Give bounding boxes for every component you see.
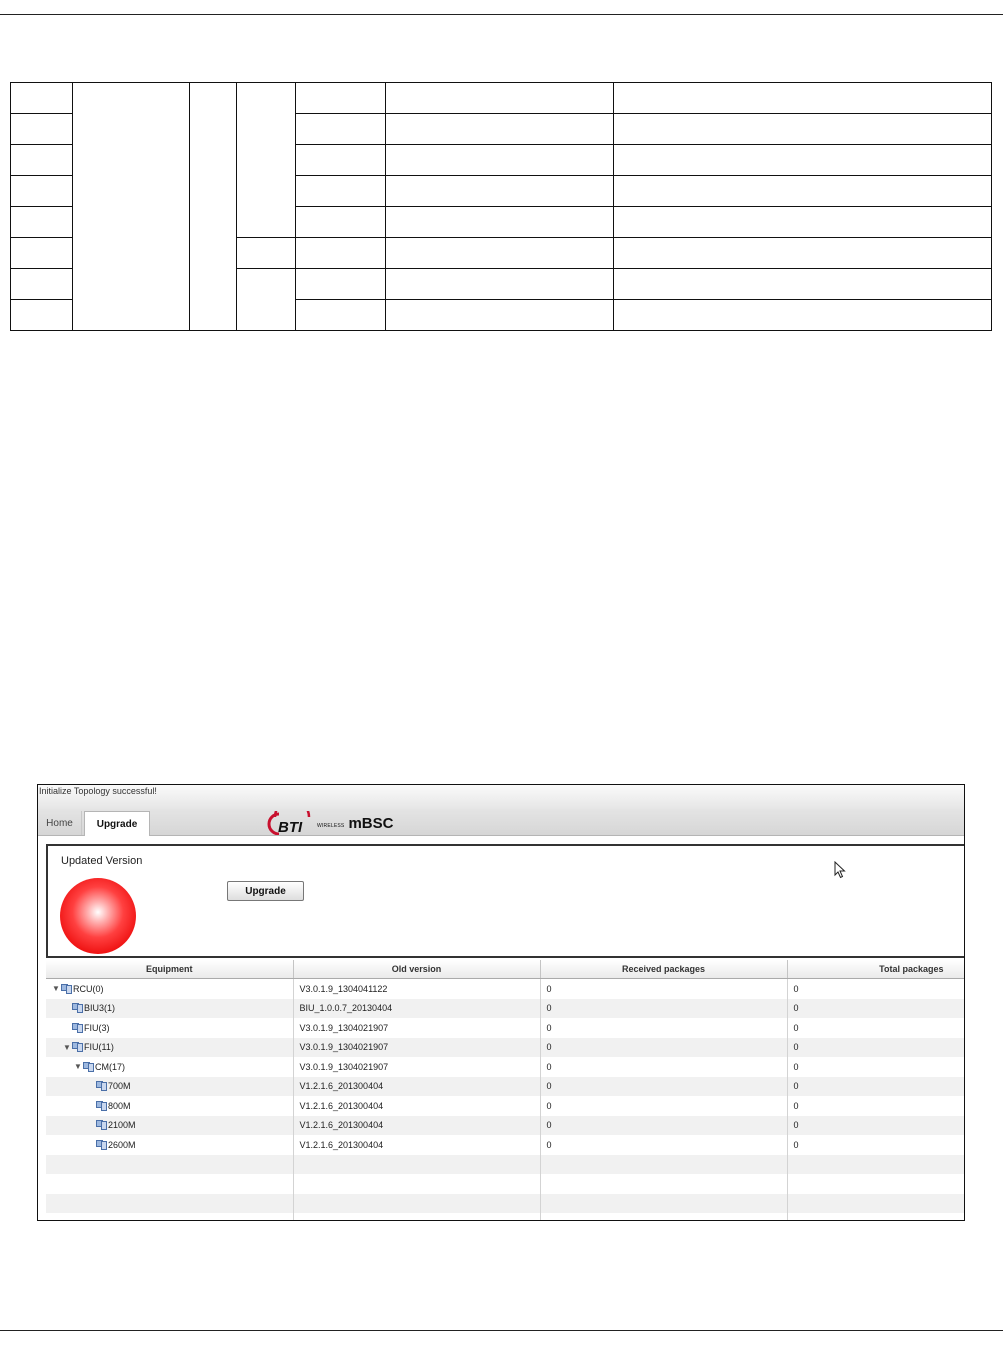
empty-row	[46, 1174, 964, 1194]
equipment-name: 2600M	[108, 1139, 136, 1150]
received-cell: 0	[540, 979, 787, 999]
table-row[interactable]	[46, 1038, 964, 1058]
column-header-old-version[interactable]: Old version	[293, 960, 540, 979]
status-bar	[38, 785, 964, 809]
total-cell: 0	[787, 1135, 964, 1155]
received-cell: 0	[540, 999, 787, 1019]
panel-title: Updated Version	[61, 855, 143, 867]
column-header-received[interactable]: Received packages	[540, 960, 787, 979]
computer-icon	[96, 1120, 107, 1130]
received-cell: 0	[540, 1018, 787, 1038]
table-row[interactable]	[46, 1096, 964, 1116]
equipment-name: RCU(0)	[73, 983, 104, 994]
old-version-cell: V1.2.1.6_201300404	[293, 1096, 540, 1116]
total-cell: 0	[787, 999, 964, 1019]
old-version-cell: BIU_1.0.0.7_20130404	[293, 999, 540, 1019]
computer-icon	[96, 1101, 107, 1111]
total-cell: 0	[787, 979, 964, 999]
equipment-name: FIU(11)	[84, 1042, 114, 1053]
mouse-cursor-icon	[834, 861, 846, 879]
brand-logo	[265, 809, 393, 835]
table-row[interactable]	[46, 979, 964, 999]
equipment-name: CM(17)	[95, 1061, 126, 1072]
computer-icon	[83, 1062, 94, 1072]
equipment-name: FIU(3)	[84, 1022, 110, 1033]
tab-home[interactable]: Home	[38, 811, 82, 835]
equipment-table	[46, 960, 964, 1221]
table-row	[11, 83, 992, 114]
app-title: mBSC	[348, 815, 394, 832]
column-header-equipment[interactable]: Equipment	[46, 960, 293, 979]
grid-header-row	[46, 960, 964, 979]
upgrade-button[interactable]: Upgrade	[227, 881, 304, 901]
tab-upgrade[interactable]: Upgrade	[84, 811, 150, 836]
table-row[interactable]	[46, 999, 964, 1019]
old-version-cell: V3.0.1.9_1304021907	[293, 1038, 540, 1058]
total-cell: 0	[787, 1038, 964, 1058]
app-screenshot	[37, 784, 965, 1221]
equipment-name: 700M	[108, 1081, 131, 1092]
received-cell: 0	[540, 1057, 787, 1077]
computer-icon	[72, 1042, 83, 1052]
equipment-grid	[46, 960, 964, 1221]
received-cell: 0	[540, 1077, 787, 1097]
status-indicator	[60, 878, 136, 954]
old-version-cell: V1.2.1.6_201300404	[293, 1135, 540, 1155]
table-row[interactable]	[46, 1077, 964, 1097]
total-cell: 0	[787, 1077, 964, 1097]
empty-row	[46, 1213, 964, 1221]
update-panel	[46, 844, 964, 958]
old-version-cell: V3.0.1.9_1304041122	[293, 979, 540, 999]
table-row[interactable]	[46, 1116, 964, 1136]
old-version-cell: V1.2.1.6_201300404	[293, 1116, 540, 1136]
total-cell: 0	[787, 1096, 964, 1116]
bti-logo-icon	[265, 811, 315, 835]
equipment-name: 2100M	[108, 1120, 136, 1131]
received-cell: 0	[540, 1096, 787, 1116]
computer-icon	[96, 1081, 107, 1091]
status-message: Initialize Topology successful!	[39, 786, 157, 796]
computer-icon	[72, 1003, 83, 1013]
empty-row	[46, 1194, 964, 1214]
table-row[interactable]	[46, 1018, 964, 1038]
empty-row	[46, 1155, 964, 1175]
received-cell: 0	[540, 1038, 787, 1058]
received-cell: 0	[540, 1135, 787, 1155]
computer-icon	[96, 1140, 107, 1150]
received-cell: 0	[540, 1116, 787, 1136]
svg-text:BTI: BTI	[278, 819, 303, 835]
table-row[interactable]	[46, 1057, 964, 1077]
table-row[interactable]	[46, 1135, 964, 1155]
old-version-cell: V3.0.1.9_1304021907	[293, 1018, 540, 1038]
computer-icon	[72, 1023, 83, 1033]
expand-arrow-icon[interactable]: ▼	[63, 1042, 71, 1052]
brand-subtitle: WIRELESS	[317, 823, 345, 829]
computer-icon	[61, 984, 72, 994]
old-version-cell: V1.2.1.6_201300404	[293, 1077, 540, 1097]
total-cell: 0	[787, 1116, 964, 1136]
page-footer-rule	[0, 1330, 1003, 1331]
equipment-name: 800M	[108, 1100, 131, 1111]
empty-spec-table	[10, 82, 992, 331]
expand-arrow-icon[interactable]: ▼	[52, 984, 60, 994]
page-header-rule	[0, 14, 1003, 15]
total-cell: 0	[787, 1018, 964, 1038]
tab-bar	[38, 809, 964, 836]
total-cell: 0	[787, 1057, 964, 1077]
equipment-name: BIU3(1)	[84, 1003, 116, 1014]
old-version-cell: V3.0.1.9_1304021907	[293, 1057, 540, 1077]
column-header-total[interactable]: Total packages	[787, 960, 964, 979]
expand-arrow-icon[interactable]: ▼	[74, 1062, 82, 1072]
